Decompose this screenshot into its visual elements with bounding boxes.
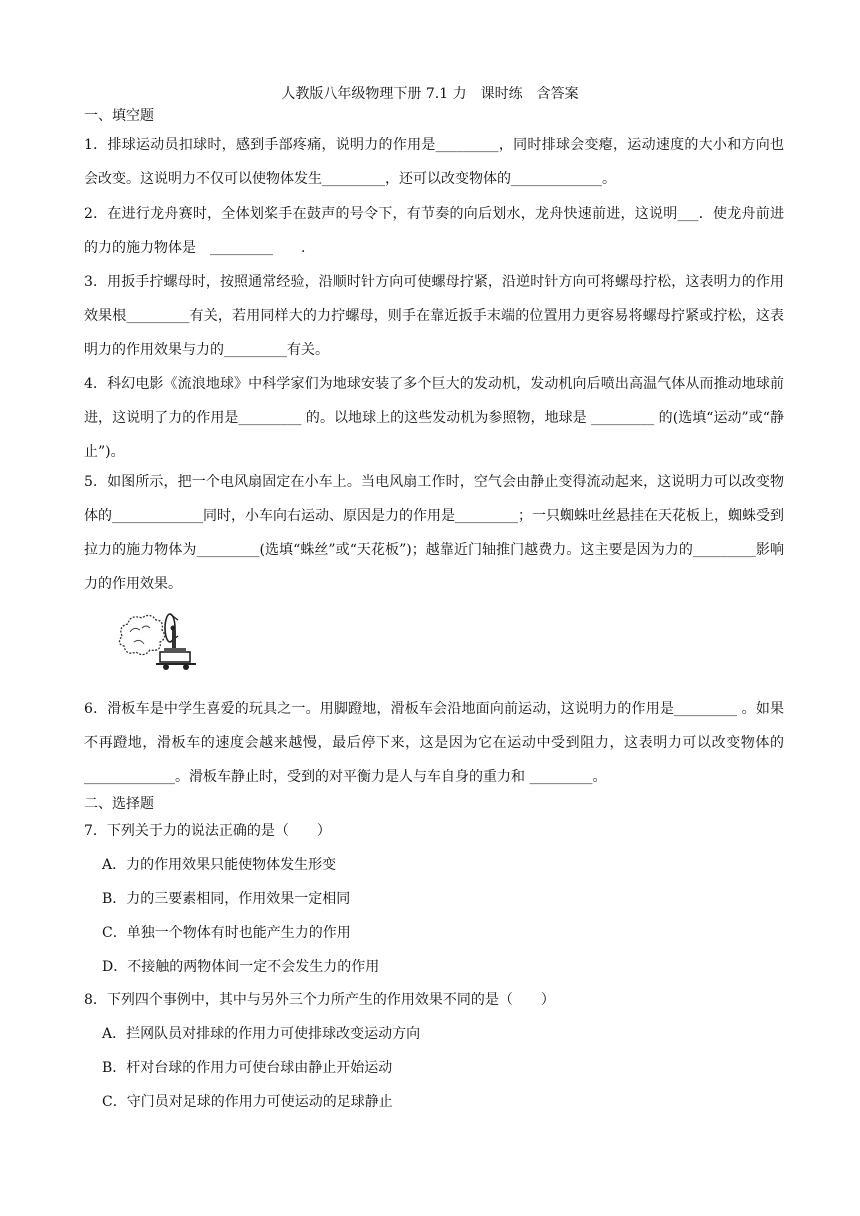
question-7: 7．下列关于力的说法正确的是（ ） bbox=[84, 823, 331, 839]
question-8-option-a: A．拦网队员对排球的作用力可使排球改变运动方向 bbox=[102, 1026, 421, 1042]
question-7-option-d: D．不接触的两物体间一定不会发生力的作用 bbox=[102, 959, 380, 975]
question-8: 8．下列四个事例中，其中与另外三个力所产生的作用效果不同的是（ ） bbox=[84, 992, 555, 1008]
section-heading-fill-blank: 一、填空题 bbox=[84, 108, 154, 124]
question-6: 6．滑板车是中学生喜爱的玩具之一。用脚蹬地，滑板车会沿地面向前运动，这说明力的作用是_________ 。如果不再蹬地，滑板车的速度会越来越慢，最后停下来，这是因为它在运动中受到阻力，这表明力可以改变物体的_____________。滑板车静止时，受到的对平衡力是人与车自身的重力和 _________。 bbox=[84, 701, 784, 785]
question-4: 4．科幻电影《流浪地球》中科学家们为地球安装了多个巨大的发动机，发动机向后喷出高温气体从而推动地球前进，这说明了力的作用是_________ 的。以地球上的这些发动机为参照物，地球是 _________ 的(选填“运动”或“静止”)。 bbox=[84, 376, 784, 460]
question-7-option-a: A．力的作用效果只能使物体发生形变 bbox=[102, 857, 337, 873]
question-3: 3．用扳手拧螺母时，按照通常经验，沿顺时针方向可使螺母拧紧，沿逆时针方向可将螺母拧松，这表明力的作用效果根_________有关，若用同样大的力拧螺母，则手在靠近扳手末端的位置用力更容易将螺母拧紧或拧松，这表明力的作用效果与力的_________有关。 bbox=[84, 274, 784, 358]
question-8-option-c: C．守门员对足球的作用力可使运动的足球静止 bbox=[102, 1094, 393, 1110]
question-1: 1．排球运动员扣球时，感到手部疼痛，说明力的作用是_________，同时排球会变瘪，运动速度的大小和方向也会改变。这说明力不仅可以使物体发生_________，还可以改变物体的_____________。 bbox=[84, 137, 784, 187]
question-2: 2．在进行龙舟赛时，全体划桨手在鼓声的号令下，有节奏的向后划水，龙舟快速前进，这说明___．使龙舟前进的力的施力物体是 _________ . bbox=[84, 206, 784, 256]
section-heading-choice: 二、选择题 bbox=[84, 796, 154, 812]
question-7-option-b: B．力的三要素相同，作用效果一定相同 bbox=[102, 891, 351, 907]
question-8-option-b: B．杆对台球的作用力可使台球由静止开始运动 bbox=[102, 1060, 393, 1076]
fan-cart-figure-icon bbox=[112, 606, 206, 676]
page-title: 人教版八年级物理下册 7.1 力 课时练 含答案 bbox=[281, 86, 579, 102]
question-5: 5．如图所示，把一个电风扇固定在小车上。当电风扇工作时，空气会由静止变得流动起来，这说明力可以改变物体的_____________同时，小车向右运动、原因是力的作用是_________；一只蜘蛛吐丝悬挂在天花板上，蜘蛛受到拉力的施力物体为_________(选填“蛛丝”或“天花板”)；越靠近门轴推门越费力。这主要是因为力的_________影响力的作用效果。 bbox=[84, 474, 784, 592]
question-7-option-c: C．单独一个物体有时也能产生力的作用 bbox=[102, 925, 351, 941]
